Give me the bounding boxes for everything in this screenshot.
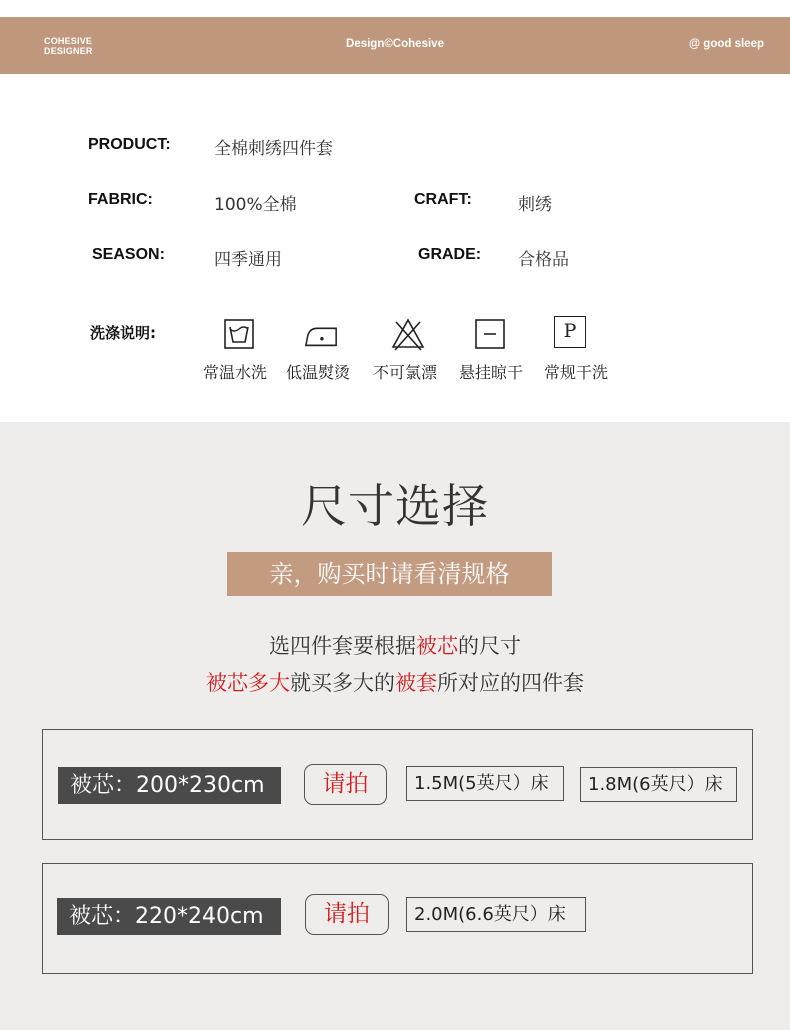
fabric-label: FABRIC: <box>88 191 153 208</box>
header-center-tag: Design©Cohesive <box>346 38 444 50</box>
header-right-tag: @ good sleep <box>688 38 764 50</box>
grade-label: GRADE: <box>418 246 482 263</box>
product-value: 全棉刺绣四件套 <box>214 139 333 159</box>
craft-value: 刺绣 <box>518 195 552 215</box>
care-text-dry: 悬挂晾干 <box>459 363 524 382</box>
iron-icon <box>303 316 339 352</box>
top-margin <box>0 0 790 17</box>
line2-part-b: 所对应的四件套 <box>437 671 584 695</box>
line2-part-a: 就买多大的 <box>290 671 395 695</box>
no-bleach-icon <box>390 316 426 352</box>
craft-label: CRAFT: <box>414 191 472 208</box>
care-label: 洗涤说明: <box>90 324 156 342</box>
size-section-subtitle: 亲，购买时请看清规格 <box>227 552 552 596</box>
product-label: PRODUCT: <box>88 136 171 153</box>
core-size-label-1: 被芯：200*230cm <box>58 767 281 804</box>
size-instruction-line-2 <box>0 667 790 697</box>
wash-tub-icon <box>221 316 257 352</box>
line1-red: 被芯 <box>416 634 458 658</box>
care-text-bleach: 不可氯漂 <box>373 363 438 382</box>
care-text-iron: 低温熨烫 <box>286 363 351 382</box>
bed-size-option-1b[interactable]: 1.8M(6英尺）床 <box>580 767 737 802</box>
line2-red-1: 被芯多大 <box>206 671 290 695</box>
care-text-dryclean: 常规干洗 <box>544 363 609 382</box>
core-size-label-2: 被芯：220*240cm <box>57 898 281 935</box>
bed-size-option-1a[interactable]: 1.5M(5英尺）床 <box>406 766 564 801</box>
season-label: SEASON: <box>92 246 165 263</box>
line2-red-2: 被套 <box>395 671 437 695</box>
fabric-value: 100%全棉 <box>214 195 297 215</box>
order-button-2[interactable]: 请拍 <box>305 894 389 935</box>
brand-line-2: DESIGNER <box>44 46 93 56</box>
header-band <box>0 17 790 74</box>
season-value: 四季通用 <box>214 250 282 270</box>
order-button-1[interactable]: 请拍 <box>304 764 387 805</box>
line1-part-a: 选四件套要根据 <box>269 634 416 658</box>
size-section-title: 尺寸选择 <box>301 479 489 533</box>
dry-clean-icon: P <box>554 316 586 348</box>
line1-part-b: 的尺寸 <box>458 634 521 658</box>
hang-dry-icon <box>472 316 508 352</box>
grade-value: 合格品 <box>518 250 569 270</box>
size-instruction-line-1 <box>0 630 790 660</box>
brand-line-1: COHESIVE <box>44 36 93 46</box>
care-text-wash: 常温水洗 <box>203 363 268 382</box>
bed-size-option-2a[interactable]: 2.0M(6.6英尺）床 <box>406 897 586 932</box>
